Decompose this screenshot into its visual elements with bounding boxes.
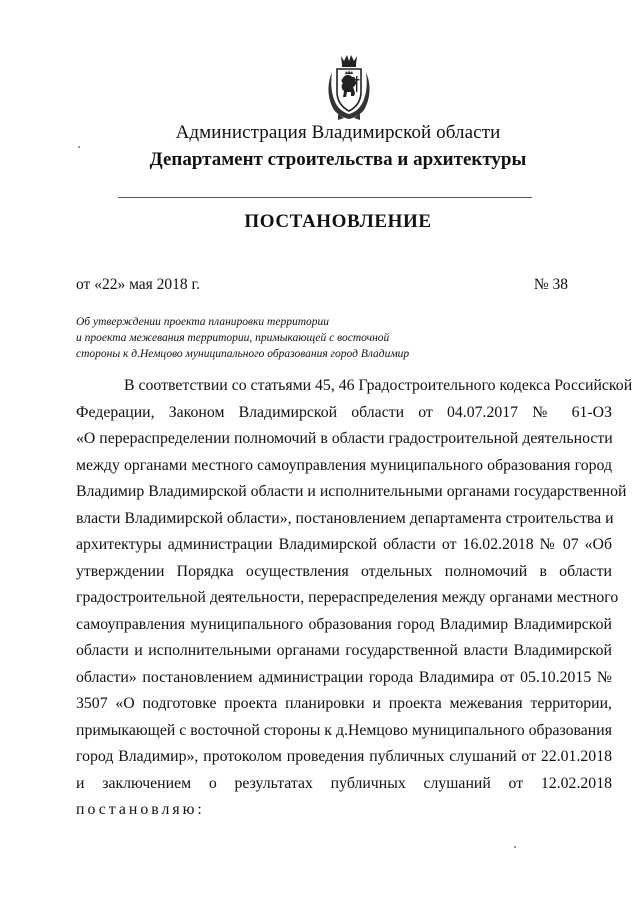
body-line: утверждении Порядка осуществления отдельных полномочий в области <box>76 562 612 580</box>
document-title: ПОСТАНОВЛЕНИЕ <box>244 211 432 232</box>
body-line: архитектуры администрации Владимирской области от 16.02.2018 № 07 «Об <box>76 536 612 553</box>
subject-line: и проекта межевания территории, примыкающей с восточной <box>76 332 390 344</box>
body-line: области и исполнительными органами государственной власти Владимирской <box>76 642 612 659</box>
body-line: примыкающей с восточной стороны к д.Немцово муниципального образования <box>76 721 612 739</box>
body-line: и заключением о результатах публичных слушаний от 12.02.2018 <box>76 774 612 792</box>
body-line: В соответствии со статьями 45, 46 Градостроительного кодекса Российской <box>124 377 633 394</box>
body-line: области» постановлением администрации города Владимира от 05.10.2015 № <box>76 668 612 686</box>
coat-of-arms-icon <box>324 52 374 122</box>
body-line: градостроительной деятельности, перераспределения между органами местного <box>76 589 619 606</box>
department-name: Департамент строительства и архитектуры <box>149 149 527 170</box>
body-line: власти Владимирской области», постановлением департамента строительства и <box>76 509 614 527</box>
subject-line: Об утверждении проекта планировки территории <box>76 316 329 328</box>
document-body <box>76 373 633 824</box>
document-subject <box>76 314 496 362</box>
document-number: № 38 <box>533 276 568 293</box>
body-line: «О перераспределении полномочий в области градостроительной деятельности <box>76 430 613 447</box>
body-line: между органами местного самоуправления муниципального образования город <box>76 456 612 474</box>
document-date: от «22» мая 2018 г. <box>76 276 201 293</box>
subject-line: стороны к д.Немцово муниципального образования город Владимир <box>76 348 410 360</box>
header-divider <box>118 197 532 198</box>
body-line: самоуправления муниципального образования город Владимир Владимирской <box>76 615 612 633</box>
organization-name: Администрация Владимирской области <box>175 122 501 143</box>
scan-speck <box>514 846 516 848</box>
body-line: Владимир Владимирской области и исполнительными органами государственной <box>76 483 627 500</box>
scan-speck <box>78 146 80 148</box>
body-line-resolution: постановляю: <box>76 801 205 818</box>
body-line: Федерации, Законом Владимирской области от 04.07.2017 № 61-ОЗ <box>76 403 612 421</box>
body-line: город Владимир», протоколом проведения публичных слушаний от 22.01.2018 <box>76 748 612 765</box>
body-line: 3507 «О подготовке проекта планировки и проекта межевания территории, <box>76 695 612 712</box>
